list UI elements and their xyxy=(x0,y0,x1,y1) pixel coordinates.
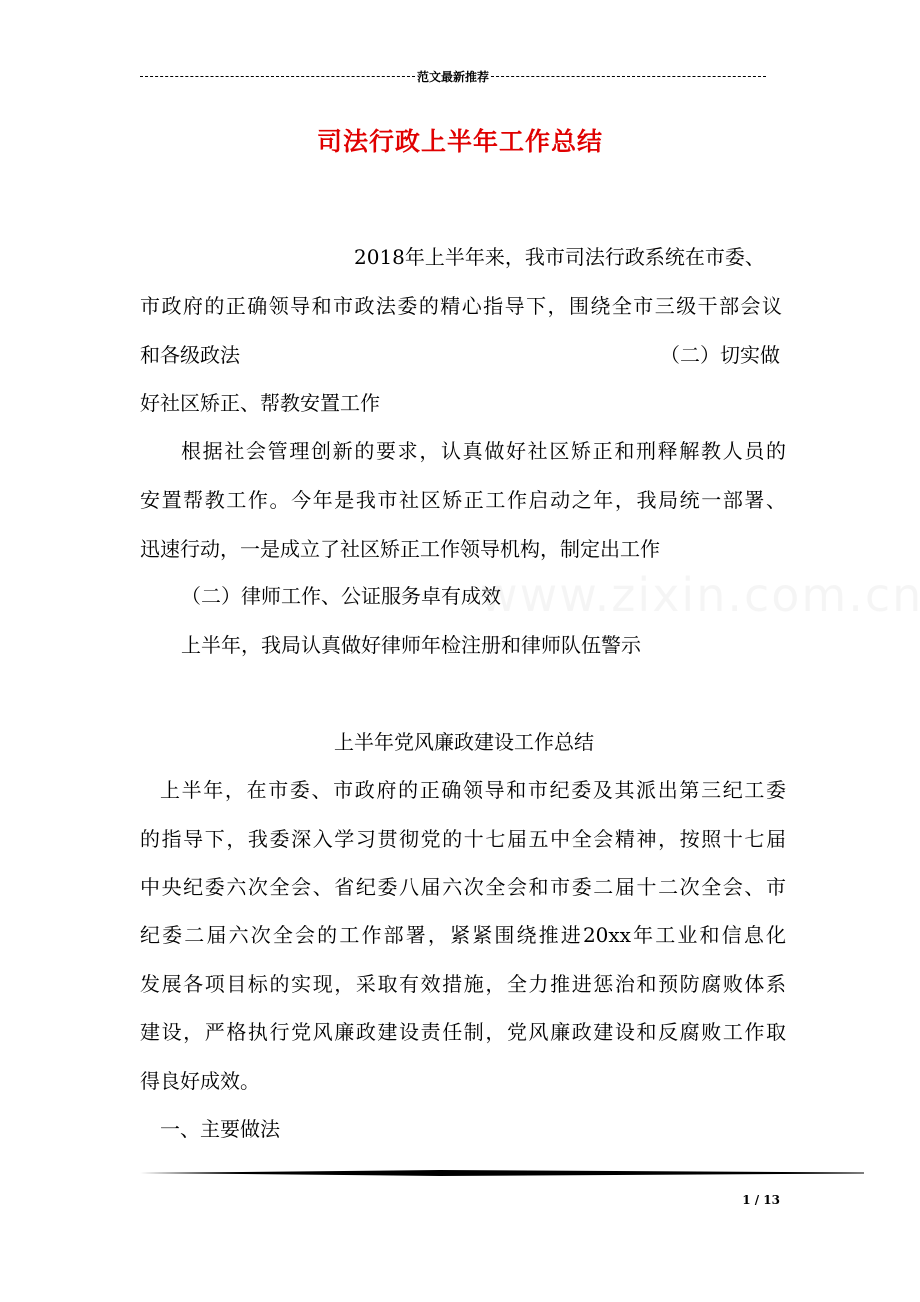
paragraph-line: 市政府的正确领导和市政法委的精心指导下，围绕全市三级干部会议 xyxy=(140,294,782,318)
subtitle: 上半年党风廉政建设工作总结 xyxy=(334,730,594,754)
paragraph-line: 发展各项目标的实现，采取有效措施，全力推进惩治和预防腐败体系 xyxy=(140,972,786,996)
page-header xyxy=(140,68,766,85)
paragraph-line: 的指导下，我委深入学习贯彻党的十七届五中全会精神，按照十七届 xyxy=(140,827,786,851)
paragraph-line: 好社区矫正、帮教安置工作 xyxy=(140,391,380,415)
paragraph-line: 纪委二届六次全会的工作部署，紧紧围绕推进20xx年工业和信息化 xyxy=(140,923,786,947)
paragraph-line: 安置帮教工作。今年是我市社区矫正工作启动之年，我局统一部署、 xyxy=(140,488,786,512)
paragraph-line: 2018年上半年来，我市司法行政系统在市委、 xyxy=(354,245,765,269)
paragraph-line: 根据社会管理创新的要求，认真做好社区矫正和刑释解教人员的 xyxy=(181,439,786,463)
paragraph-line: 迅速行动，一是成立了社区矫正工作领导机构，制定出工作 xyxy=(140,537,660,561)
paragraph-line: 上半年，在市委、市政府的正确领导和市纪委及其派出第三纪工委 xyxy=(160,778,786,802)
document-title: 司法行政上半年工作总结 xyxy=(316,127,603,156)
footer-rule xyxy=(140,1170,864,1176)
paragraph-line: 中央纪委六次全会、省纪委八届六次全会和市委二届十二次全会、市 xyxy=(140,875,786,899)
header-label: 范文最新推荐 xyxy=(417,70,490,84)
page-number: 1 / 13 xyxy=(742,1193,780,1207)
header-dashes-right xyxy=(491,76,766,77)
paragraph-line: （二）切实做 xyxy=(660,343,780,367)
paragraph-line: 得良好成效。 xyxy=(140,1069,260,1093)
section-heading: （二）律师工作、公证服务卓有成效 xyxy=(181,584,501,608)
section-heading: 一、主要做法 xyxy=(160,1117,280,1141)
paragraph-line: 和各级政法 xyxy=(140,343,240,367)
paragraph-line: 建设，严格执行党风廉政建设责任制，党风廉政建设和反腐败工作取 xyxy=(140,1020,786,1044)
header-dashes-left xyxy=(140,76,415,77)
paragraph-line: 上半年，我局认真做好律师年检注册和律师队伍警示 xyxy=(181,633,641,657)
watermark xyxy=(480,568,920,622)
